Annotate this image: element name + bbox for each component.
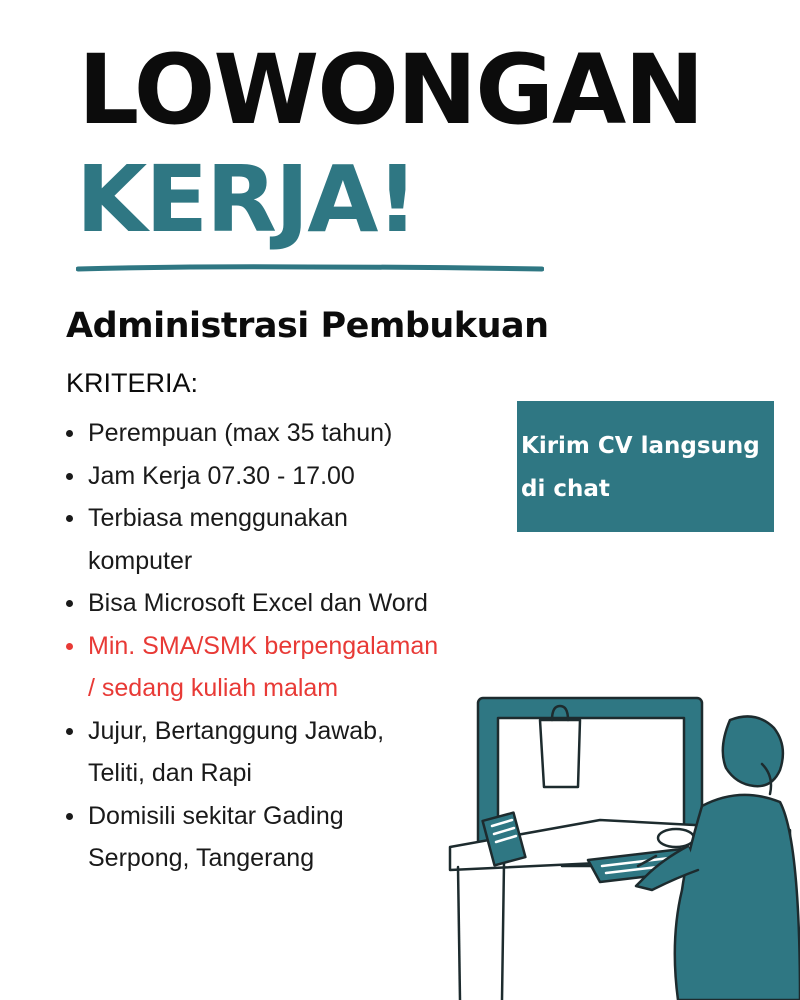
criteria-item (64, 455, 444, 498)
criteria-item-text: Terbiasa menggunakan komputer (88, 504, 348, 575)
criteria-heading: KRITERIA: (66, 368, 199, 398)
criteria-item (64, 412, 444, 455)
headline-kerja: KERJA! (76, 146, 417, 253)
criteria-item-text: Jam Kerja 07.30 - 17.00 (88, 461, 355, 490)
criteria-item-text: Perempuan (max 35 tahun) (88, 419, 393, 447)
job-title: Administrasi Pembukuan (66, 306, 549, 346)
criteria-item (64, 795, 444, 880)
headline-lowongan: LOWONGAN (78, 34, 703, 146)
cta-box[interactable] (517, 401, 774, 532)
criteria-item (64, 497, 444, 582)
bullet-icon (66, 473, 73, 480)
criteria-item-highlighted (64, 625, 444, 710)
criteria-item (64, 710, 444, 795)
bullet-icon (66, 643, 73, 650)
title-underline (76, 264, 544, 273)
person-at-computer-illustration (440, 680, 800, 1000)
bullet-icon (66, 813, 73, 820)
criteria-item (64, 582, 444, 625)
criteria-item-text: Bisa Microsoft Excel dan Word (88, 589, 428, 617)
bullet-icon (66, 515, 73, 522)
criteria-item-text: Domisili sekitar Gading Serpong, Tangerang (88, 801, 344, 872)
criteria-list (64, 412, 444, 880)
criteria-item-text: Min. SMA/SMK berpengalaman / sedang kuliah malam (88, 631, 439, 702)
bullet-icon (66, 728, 73, 735)
criteria-item-text: Jujur, Bertanggung Jawab, Teliti, dan Rapi (88, 716, 385, 787)
bullet-icon (66, 600, 73, 607)
bullet-icon (66, 430, 73, 437)
cta-text: Kirim CV langsung di chat (521, 433, 760, 502)
